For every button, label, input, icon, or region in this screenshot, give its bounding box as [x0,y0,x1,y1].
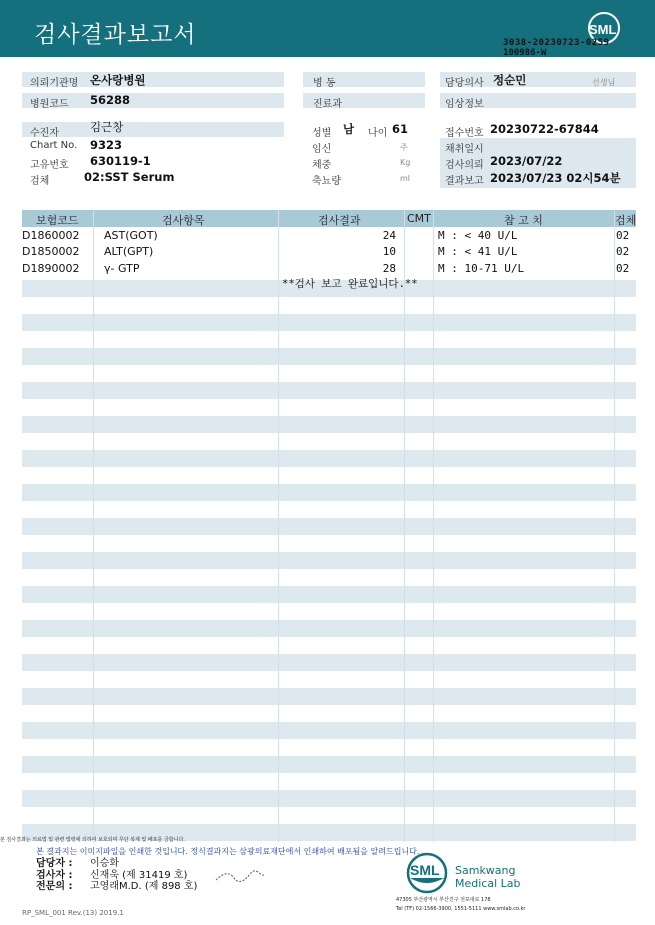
row1-result: 24 [382,229,396,242]
sex-label: 성별 [312,128,332,139]
doctor-value: 정순민 [493,73,527,87]
col-divider [93,210,94,842]
chart-label: Chart No. [30,140,78,151]
clinical-label: 임상정보 [445,99,484,110]
col-divider [404,210,405,842]
table-stripe-row [22,314,636,331]
footer-legal-note: 본 검사결과는 의료법 및 관련 법령에 의하여 보호되며 무단 복제 및 배포를 금합니다. [0,837,185,843]
table-stripe-row [22,484,636,501]
col-divider [614,210,615,842]
table-stripe-row [22,450,636,467]
doctor-label: 담당의사 [445,78,484,89]
header-cmt: CMT [407,212,431,225]
row2-result: 10 [382,245,396,258]
lab-name-line1: Samkwang [455,864,516,877]
id-label: 고유번호 [30,160,69,171]
row1-item: AST(GOT) [104,229,158,242]
chart-value: 9323 [90,138,123,152]
collect-label: 채취일시 [445,144,484,155]
staff-doctor-value: 고영래M.D. (제 898 호) [90,881,198,892]
age-label: 나이 [368,128,388,139]
row3-ref: M : 10-71 U/L [438,262,525,275]
hospital-value: 온사랑병원 [90,73,146,87]
header-reference: 참 고 치 [504,214,543,227]
header-test-item: 검사항목 [162,214,205,227]
header-result: 검사결과 [318,214,361,227]
staff-manager-label: 담당자 : [36,858,73,869]
row1-code: D1860002 [22,229,80,242]
form-code: RP_SML_001 Rev.(13) 2019.1 [22,909,124,917]
patient-label: 수진자 [30,128,59,139]
page-title: 검사결과보고서 [34,22,197,48]
table-stripe-row [22,688,636,705]
field-bg-patient [22,122,284,137]
request-value: 2023/07/22 [490,154,563,168]
table-stripe-row [22,552,636,569]
lab-logo-text: SML [410,862,440,878]
footer-image-note: 본 결과지는 이미지파일을 인쇄한 것입니다. 정식결과지는 삼광의료재단에서 인쇄하여 배포됨을 알려드립니다. [36,847,420,856]
hospital-code-value: 56288 [90,93,131,107]
request-label: 검사의뢰 [445,160,484,171]
specimen-label: 검체 [30,176,50,187]
urine-label: 축뇨량 [312,176,341,187]
staff-tester-value: 신재욱 (제 31419 호) [90,870,188,881]
table-stripe-row [22,348,636,365]
row1-ref: M : < 40 U/L [438,229,518,242]
signature-icon [214,866,266,886]
patient-value: 김근창 [90,120,124,134]
lab-contact: Tel (TF) 02-1566-3900, 1551-5111 www.smlab.co.kr [396,906,526,912]
table-stripe-row [22,620,636,637]
specimen-value: 02:SST Serum [84,170,175,184]
table-stripe-row [22,722,636,739]
row3-result: 28 [382,262,396,275]
row2-specimen: 02 [616,245,630,258]
header-insurance-code: 보험코드 [36,214,79,227]
table-stripe-row [22,518,636,535]
ward-label: 병 동 [313,78,336,89]
id-value: 630119-1 [90,154,151,168]
hospital-code-label: 병원코드 [30,99,69,110]
row3-specimen: 02 [616,262,630,275]
report-complete-text: **검사 보고 완료입니다.** [282,278,418,290]
barcode-number: 3038-20230723-0259 [503,38,610,48]
col-divider [278,210,279,842]
receipt-value: 20230722-67844 [490,122,599,136]
hospital-label: 의뢰기관명 [30,78,79,89]
row2-ref: M : < 41 U/L [438,245,518,258]
row3-item: γ- GTP [104,262,140,275]
header-specimen: 검체 [615,214,637,227]
table-stripe-row [22,382,636,399]
report-value: 2023/07/23 02시54분 [490,171,621,185]
staff-manager-value: 이승화 [90,858,119,869]
table-stripe-row [22,416,636,433]
urine-unit: ml [400,174,411,183]
lab-name-line2: Medical Lab [455,877,521,890]
age-value: 61 [392,122,409,136]
row2-item: ALT(GPT) [104,245,154,258]
table-stripe-row [22,756,636,773]
staff-doctor-label: 전문의 : [36,881,73,892]
col-divider [433,210,434,842]
table-stripe-row [22,586,636,603]
table-stripe-row [22,790,636,807]
lab-address: 47305 부산광역시 부산진구 전포대로 178 [396,897,491,903]
dept-label: 진료과 [313,99,342,110]
barcode-suffix: 100986-W [503,48,547,58]
row3-code: D1890002 [22,262,80,275]
sex-value: 남 [343,122,355,136]
table-stripe-row [22,654,636,671]
weight-label: 체중 [312,160,332,171]
preg-unit: 주 [400,143,408,152]
row2-code: D1850002 [22,245,80,258]
receipt-label: 접수번호 [445,128,484,139]
staff-tester-label: 검사자 : [36,870,73,881]
row1-specimen: 02 [616,229,630,242]
sml-logo-text: SML [589,22,617,37]
weight-unit: Kg [400,158,411,167]
preg-label: 임신 [312,144,332,155]
report-label: 결과보고 [445,176,484,187]
doctor-suffix: 선생님 [592,78,616,87]
